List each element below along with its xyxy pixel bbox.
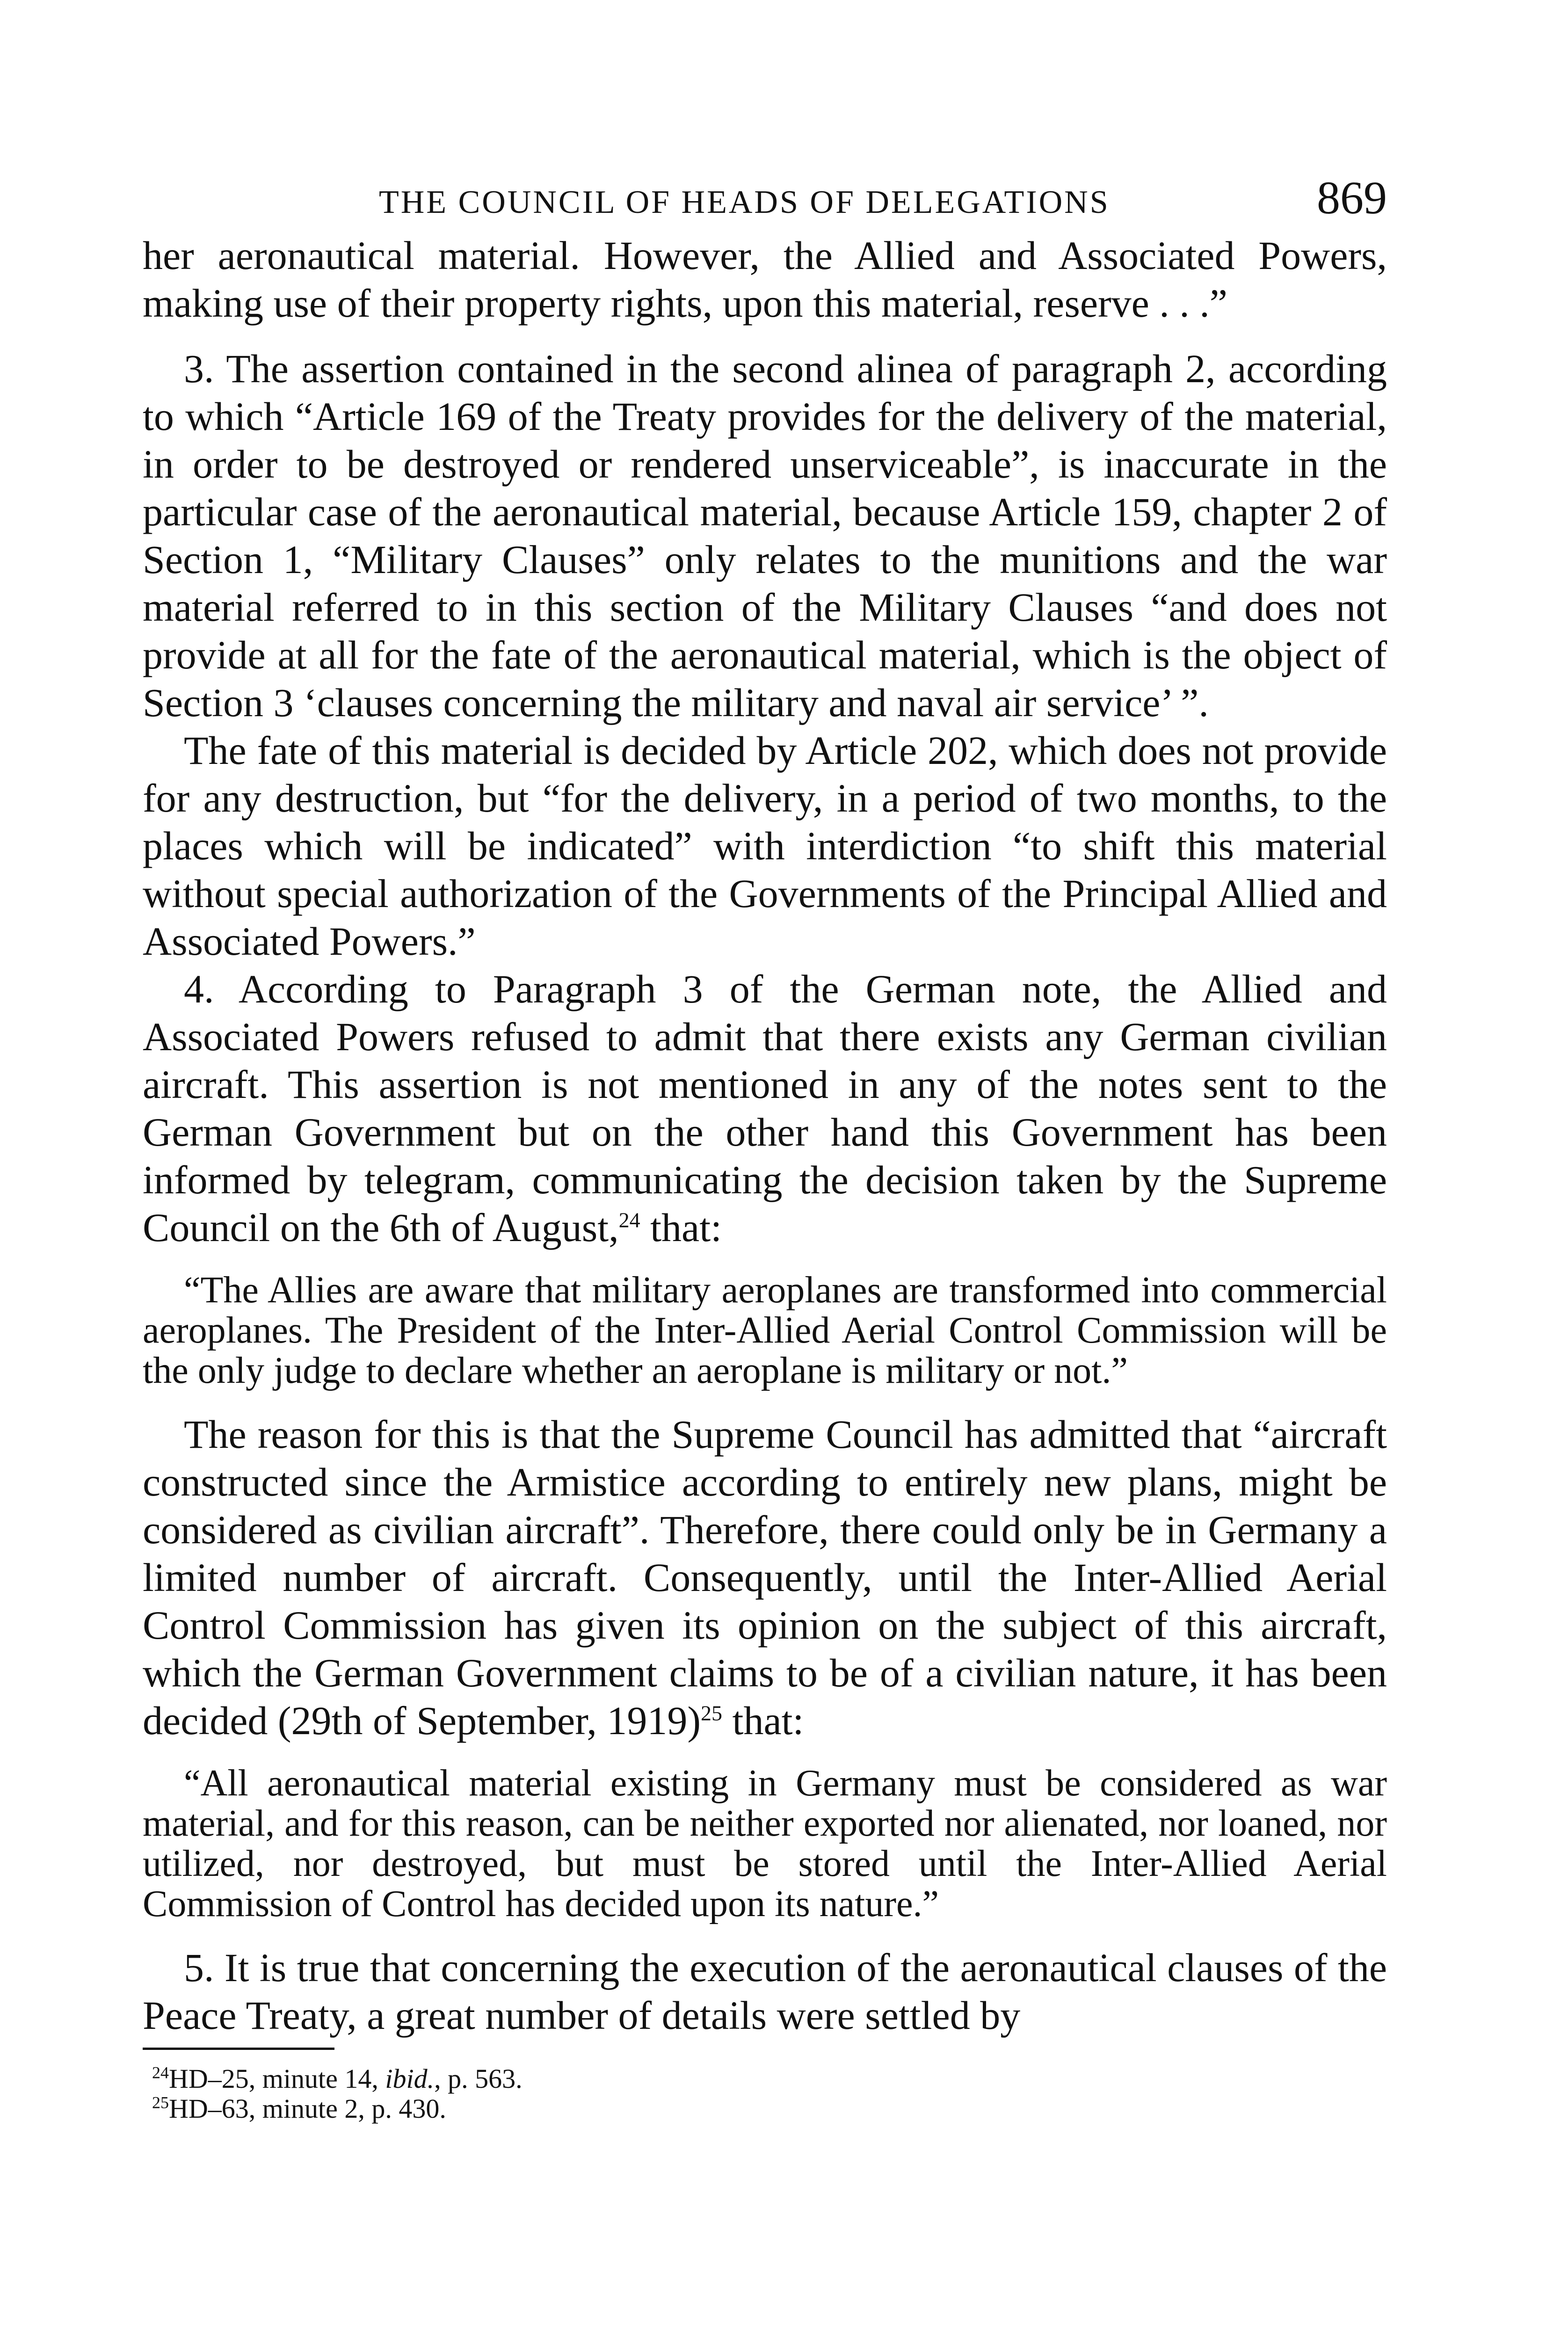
main-text-continued <box>143 1410 1387 1744</box>
footnote-ref-24: 24 <box>618 1208 640 1232</box>
paragraph-3: 3. The assertion contained in the second alinea of paragraph 2, according to which “Article 169 of the Treaty provides for the delivery of the material, in order to be destroyed or rendered unserviceable”, is inaccurate in the particular case of the aeronautical material, because Article 159, chapter 2 of Section 1, “Military Clauses” only relates to the munitions and the war material referred to in this section of the Military Clauses “and does not provide at all for the fate of the aeronautical material, which is the object of Section 3 ‘clauses concerning the military and naval air service’ ”. <box>143 346 1387 725</box>
paragraph-4-text: 4. According to Paragraph 3 of the German note, the Allied and Associated Powers refused to admit that there exists any German civilian aircraft. This assertion is not mentioned in any of the notes sent to the German Government but on the other hand this Government has been informed by telegram, communicating the decision taken by the Supreme Council on the 6th of August, <box>143 966 1387 1250</box>
paragraph-5: 5. It is true that concerning the execution of the aeronautical clauses of the Peace Treaty, a great number of details were settled by <box>143 1945 1387 2038</box>
footnote-24 <box>143 2064 1387 2094</box>
paragraph-continuation: her aeronautical material. However, the Allied and Associated Powers, making use of their property rights, upon this material, reserve . . .” <box>143 233 1387 326</box>
document-page <box>143 171 1387 2124</box>
paragraph-reason <box>143 1410 1387 1744</box>
footnote-ref-25: 25 <box>701 1701 723 1725</box>
paragraph-reason-end: that: <box>722 1698 804 1743</box>
footnote-divider <box>143 2048 334 2050</box>
footnote-text: HD–63, minute 2, p. 430. <box>169 2093 446 2124</box>
footnote-text: HD–25, minute 14, <box>169 2063 385 2094</box>
paragraph-fate: The fate of this material is decided by Article 202, which does not provide for any destruction, but “for the delivery, in a period of two months, to the places which will be indicated” with interdiction “to shift this material without special authorization of the Governments of the Principal Allied and Associated Powers.” <box>143 728 1387 964</box>
footnote-ibid: ibid. <box>385 2063 435 2094</box>
running-title: THE COUNCIL OF HEADS OF DELEGATIONS <box>379 184 1110 220</box>
page-number: 869 <box>1317 172 1387 224</box>
footnote-25 <box>143 2094 1387 2124</box>
paragraph-4-end: that: <box>640 1205 722 1250</box>
footnotes <box>143 2064 1387 2124</box>
running-header <box>143 171 1387 232</box>
footnote-mark: 25 <box>152 2093 169 2112</box>
footnote-mark: 24 <box>152 2063 169 2082</box>
block-quote-aeronautical: “All aeronautical material existing in Germany must be considered as war material, and for this reason, can be neither exported nor alienated, nor loaned, nor utilized, nor destroyed, but must be stored until the Inter-Allied Aerial Commission of Control has decided upon its nature.” <box>143 1763 1387 1925</box>
paragraph-4 <box>143 965 1387 1251</box>
footnote-page: , p. 563. <box>434 2063 523 2094</box>
block-quote-allies: “The Allies are aware that military aeroplanes are transformed into commercial aeroplanes. The President of the Inter-Allied Aerial Control Commission will be the only judge to declare whether an aeroplane is military or not.” <box>143 1270 1387 1391</box>
main-text-final <box>143 1944 1387 2039</box>
main-text <box>143 232 1387 1251</box>
paragraph-reason-text: The reason for this is that the Supreme Council has admitted that “aircraft constructed since the Armistice according to entirely new plans, might be considered as civilian aircraft”. Therefore, there could only be in Germany a limited number of aircraft. Consequently, until the Inter-Allied Aerial Control Commission has given its opinion on the subject of this aircraft, which the German Government claims to be of a civilian nature, it has been decided (29th of September, 1919) <box>143 1412 1387 1743</box>
